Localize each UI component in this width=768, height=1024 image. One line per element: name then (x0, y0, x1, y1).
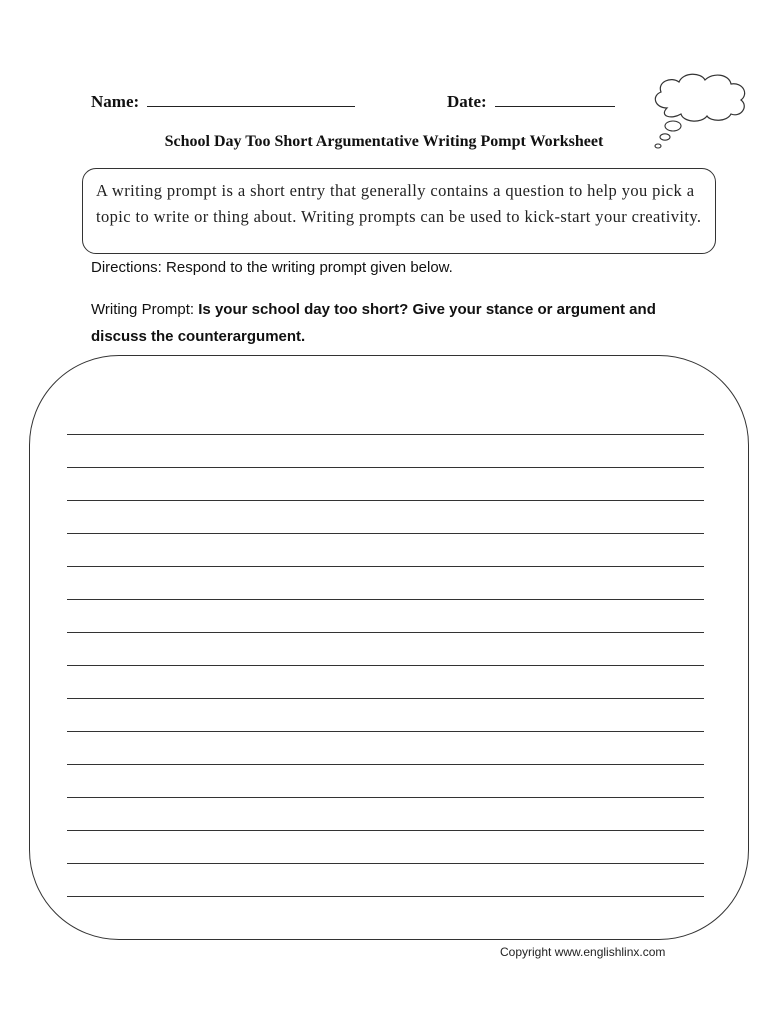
directions-text: Directions: Respond to the writing prompt given below. (91, 259, 453, 276)
name-field[interactable] (91, 92, 355, 112)
answer-box[interactable] (29, 355, 749, 940)
worksheet-title: School Day Too Short Argumentative Writing Pompt Worksheet (164, 133, 604, 150)
date-label: Date: (447, 92, 487, 111)
intro-text: A writing prompt is a short entry that generally contains a question to help you pick a topic to write or thing about. Writing prompts can be used to kick-start your creativity. (96, 181, 702, 226)
copyright-text: Copyright www.englishlinx.com (500, 945, 666, 959)
date-field[interactable] (447, 92, 615, 112)
intro-box (82, 168, 716, 254)
prompt-label: Writing Prompt: (91, 301, 195, 318)
name-label: Name: (91, 92, 140, 111)
name-blank[interactable] (147, 92, 355, 107)
prompt-text: Is your school day too short? Give your stance or argument and discuss the counterargument. (91, 301, 656, 345)
date-blank[interactable] (495, 92, 615, 107)
writing-prompt (91, 296, 711, 350)
